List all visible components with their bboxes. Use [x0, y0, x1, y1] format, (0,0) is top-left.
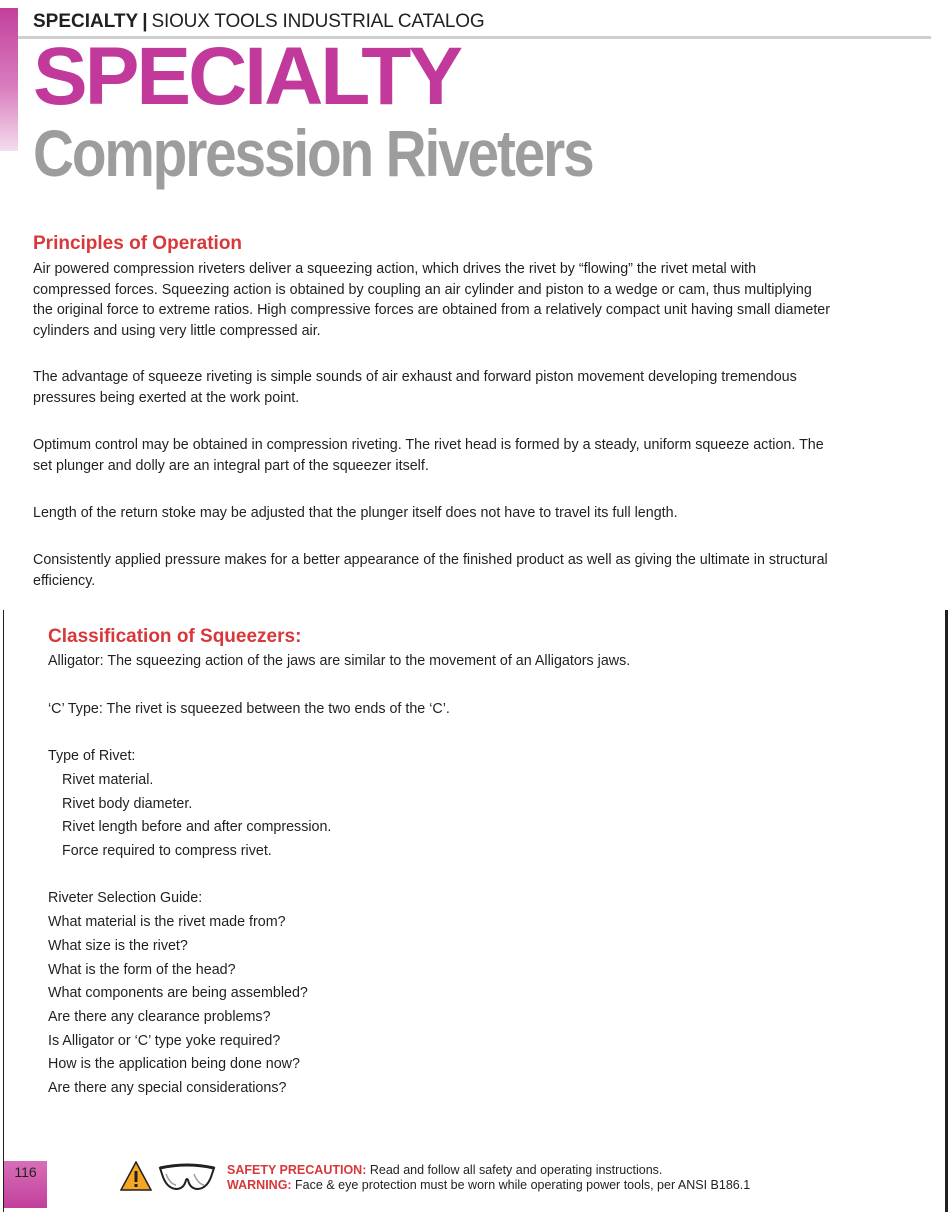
list-item: What size is the rivet? — [48, 938, 188, 954]
list-item: Is Alligator or ‘C’ type yoke required? — [48, 1033, 281, 1049]
list-item: How is the application being done now? — [48, 1056, 300, 1072]
page-number: 116 — [4, 1161, 47, 1208]
type-of-rivet-label: Type of Rivet: — [48, 748, 136, 764]
principles-paragraph-3: Optimum control may be obtained in compression riveting. The rivet head is formed by a steady, uniform squeeze action. The set plunger and dolly are an integral part of the squeezer itself. — [33, 437, 824, 474]
c-type-text: ‘C’ Type: The rivet is squeezed between the two ends of the ‘C’. — [48, 701, 450, 717]
safety-notice — [227, 1163, 750, 1193]
alligator-text: Alligator: The squeezing action of the jaws are similar to the movement of an Alligators jaws. — [48, 653, 631, 669]
page-subtitle: Compression Riveters — [33, 116, 593, 190]
header-catalog: SIOUX TOOLS INDUSTRIAL CATALOG — [151, 11, 485, 32]
magenta-side-tab — [0, 8, 18, 151]
principles-paragraph-1: Air powered compression riveters deliver a squeezing action, which drives the rivet by “flowing” the rivet metal with compressed forces. Squeezing action is obtained by coupling an air cylinder and piston to a wedge or cam, thus multiplying the original force to extreme ratios. High compressive forces are obtained from a relatively compact unit having small diameter cylinders and using very little compressed air. — [33, 261, 831, 339]
header-section: SPECIALTY — [33, 11, 139, 32]
selection-guide-label: Riveter Selection Guide: — [48, 890, 203, 906]
list-item: Rivet material. — [62, 772, 154, 788]
list-item: Rivet length before and after compression. — [62, 819, 332, 835]
box-right-border — [945, 610, 948, 1212]
principles-paragraph-5: Consistently applied pressure makes for a better appearance of the finished product as well as giving the ultimate in structural efficiency. — [33, 552, 828, 589]
classification-heading: Classification of Squeezers: — [48, 626, 302, 647]
page-title: SPECIALTY — [33, 31, 461, 122]
list-item: Rivet body diameter. — [62, 796, 193, 812]
warning-triangle-icon — [120, 1161, 152, 1191]
principles-heading: Principles of Operation — [33, 233, 243, 254]
safety-label: SAFETY PRECAUTION: — [227, 1163, 367, 1177]
list-item: What material is the rivet made from? — [48, 914, 286, 930]
warning-text: Face & eye protection must be worn while operating power tools, per ANSI B186.1 — [291, 1178, 751, 1192]
principles-paragraph-4: Length of the return stoke may be adjusted that the plunger itself does not have to travel its full length. — [33, 505, 678, 521]
list-item: What is the form of the head? — [48, 962, 236, 978]
list-item: Force required to compress rivet. — [62, 843, 272, 859]
principles-paragraph-2: The advantage of squeeze riveting is simple sounds of air exhaust and forward piston movement developing tremendous pressures being exerted at the work point. — [33, 369, 797, 406]
list-item: Are there any clearance problems? — [48, 1009, 271, 1025]
list-item: Are there any special considerations? — [48, 1080, 287, 1096]
safety-text: Read and follow all safety and operating instructions. — [366, 1163, 663, 1177]
safety-goggles-icon — [158, 1162, 216, 1194]
warning-label: WARNING: — [227, 1178, 292, 1192]
box-left-border — [3, 610, 4, 1212]
header-separator: | — [142, 11, 148, 32]
list-item: What components are being assembled? — [48, 985, 308, 1001]
